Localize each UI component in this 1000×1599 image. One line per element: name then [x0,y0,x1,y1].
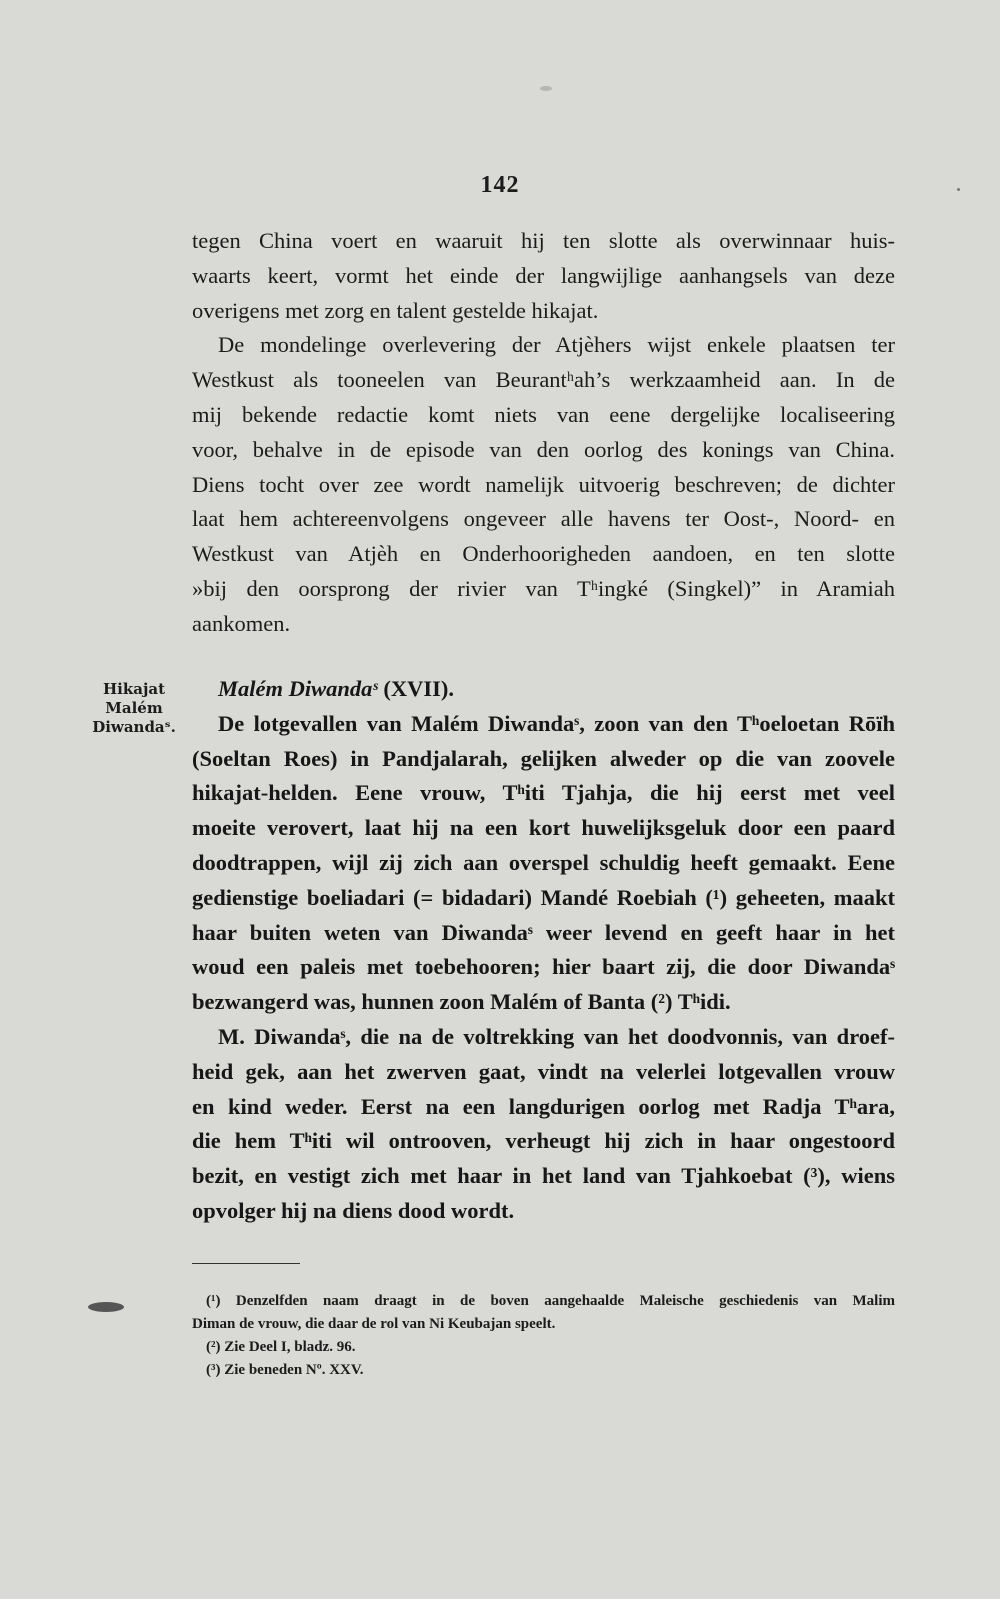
text-line: woud een paleis met toebehooren; hier baart zij, die door Diwandaˢ [192,954,895,980]
ink-blot [88,1302,124,1312]
text-line: M. Diwandaˢ, die na de voltrekking van het doodvonnis, van droef- [218,1023,895,1049]
paper-speck [540,86,552,91]
footnotes [192,1290,895,1382]
text-line: Westkust van Atjèh en Onderhoorigheden aandoen, en ten slotte [192,541,895,567]
section-heading-number: (XVII). [377,676,454,701]
text-line: en kind weder. Eerst na een langdurigen oorlog met Radja Tʰara, [192,1093,895,1119]
text-line: laat hem achtereenvolgens ongeveer alle havens ter Oost-, Noord- en [192,506,895,532]
footnote-1: (¹) Denzelfden naam draagt in de boven aangehaalde Maleische geschiedenis van Malim [206,1293,895,1309]
text-line: Westkust als tooneelen van Beurantʰah’s werkzaamheid aan. In de [192,367,895,393]
text-line: haar buiten weten van Diwandaˢ weer levend en geeft haar in het [192,919,895,945]
text-line: De lotgevallen van Malém Diwandaˢ, zoon van den Tʰoeloetan Rōïh [218,710,895,736]
page-number: 142 [480,172,520,198]
text-line: gedienstige boeliadari (= bidadari) Mandé Roebiah (¹) geheeten, maakt [192,884,895,910]
text-line: hikajat-helden. Eene vrouw, Tʰiti Tjahja, die hij eerst met veel [192,780,895,806]
text-line: mij bekende redactie komt niets van eene dergelijke localiseering [192,401,895,427]
text-line: heid gek, aan het zwerven gaat, vindt na velerlei lotgevallen vrouw [192,1058,895,1084]
text-line: »bij den oorsprong der rivier van Tʰingké (Singkel)” in Aramiah [192,575,895,601]
body-text-section [192,672,895,1229]
text-line: doodtrappen, wijl zij zich aan overspel schuldig heeft gemaakt. Eene [192,849,895,875]
text-line: waarts keert, vormt het einde der langwijlige aanhangsels van deze [192,262,895,288]
margin-note-line: Malém [105,699,163,717]
section-heading-title: Malém Diwandaˢ [218,676,378,701]
text-line: voor, behalve in de episode van den oorlog des konings van China. [192,436,895,462]
text-line: moeite verovert, laat hij na een kort huwelijksgeluk door een paard [192,815,895,841]
text-line: Diens tocht over zee wordt namelijk uitvoerig beschreven; de dichter [192,471,895,497]
text-line: overigens met zorg en talent gestelde hikajat. [192,297,599,323]
margin-note-line: Hikajat [102,680,166,698]
text-line: opvolger hij na diens dood wordt. [192,1197,515,1223]
body-text-top [192,224,895,642]
text-line: bezit, en vestigt zich met haar in het land van Tjahkoebat (³), wiens [192,1163,895,1189]
margin-note [86,680,182,737]
section-heading [192,672,895,707]
text-line: (Soeltan Roes) in Pandjalarah, gelijken alweder op die van zoovele [192,745,895,771]
text-line: die hem Tʰiti wil ontrooven, verheugt hij zich in haar ongestoord [192,1128,895,1154]
text-line: bezwangerd was, hunnen zoon Malém of Banta (²) Tʰidi. [192,989,731,1015]
margin-note-line: Diwandaˢ. [92,718,176,736]
footnote-3: (³) Zie beneden Nº. XXV. [206,1362,364,1378]
footnote-2: (²) Zie Deel I, bladz. 96. [206,1339,356,1355]
text-line: aankomen. [192,610,291,636]
footnote-1-continued: Diman de vrouw, die daar de rol van Ni Keubajan speelt. [192,1316,556,1332]
footnote-divider [192,1263,300,1264]
text-line: tegen China voert en waaruit hij ten slotte als overwinnaar huis- [192,228,895,253]
text-line: De mondelinge overlevering der Atjèhers wijst enkele plaatsen ter [218,332,895,358]
